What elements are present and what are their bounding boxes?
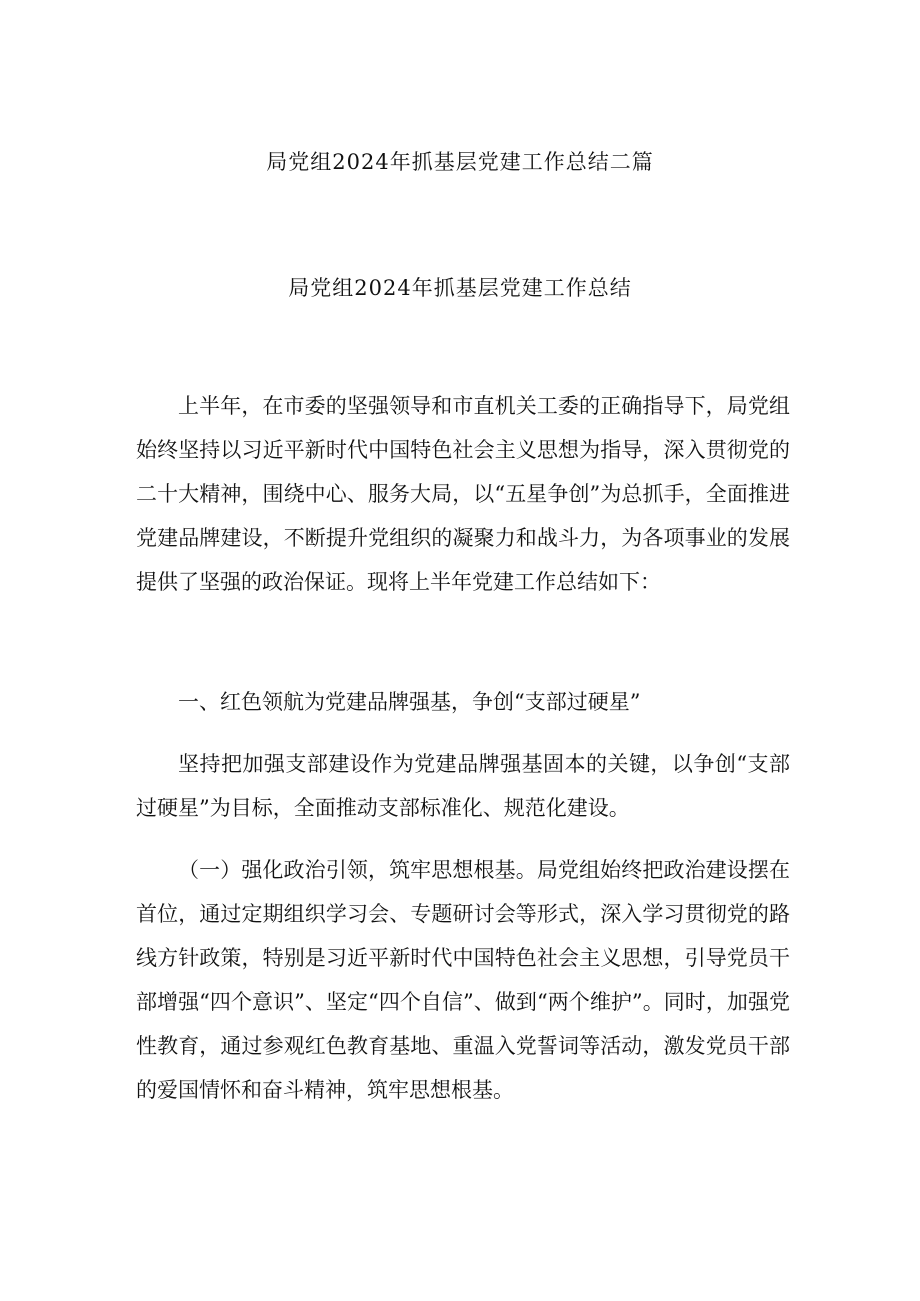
section-heading-1: 一、红色领航为党建品牌强基，争创“支部过硬星” — [178, 690, 641, 714]
paragraph-subsection-1: （一）强化政治引领，筑牢思想根基。局党组始终把政治建设摆在首位，通过定期组织学习会、专题研讨会等形式，深入学习贯彻党的路线方针政策，特别是习近平新时代中国特色社会主义思想，引导党员干部增强“四个意识”、坚定“四个自信”、做到“两个维护”。同时，加强党性教育，通过参观红色教育基地、重温入党誓词等活动，激发党员干部的爱国情怀和奋斗精神，筑牢思想根基。 — [136, 858, 790, 1102]
paragraph-section-1: 坚持把加强支部建设作为党建品牌强基固本的关键，以争创“支部过硬星”为目标，全面推动支部标准化、规范化建设。 — [136, 752, 790, 820]
document-main-title: 局党组2024年抓基层党建工作总结二篇 — [266, 150, 654, 174]
paragraph-intro: 上半年，在市委的坚强领导和市直机关工委的正确指导下，局党组始终坚持以习近平新时代中国特色社会主义思想为指导，深入贯彻党的二十大精神，围绕中心、服务大局，以“五星争创”为总抓手，全面推进党建品牌建设，不断提升党组织的凝聚力和战斗力，为各项事业的发展提供了坚强的政治保证。现将上半年党建工作总结如下： — [136, 394, 790, 594]
document-sub-title: 局党组2024年抓基层党建工作总结 — [288, 276, 632, 300]
